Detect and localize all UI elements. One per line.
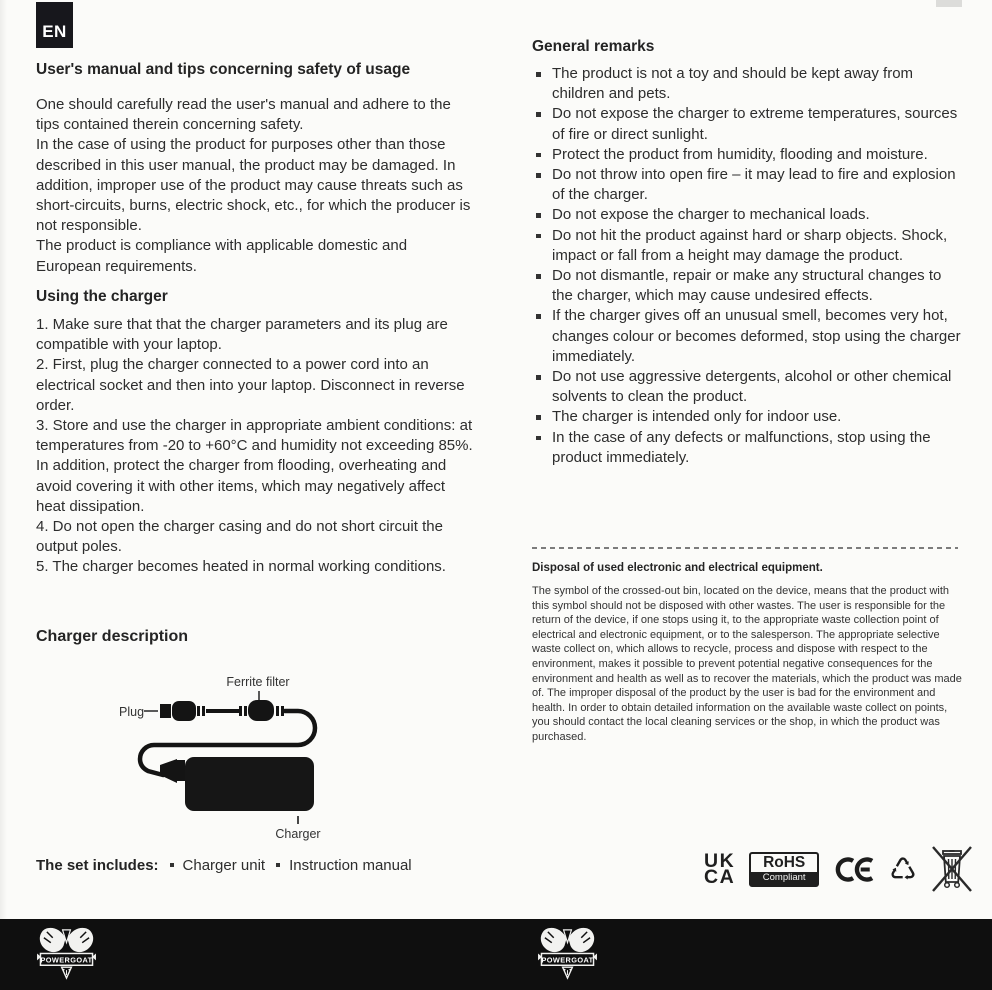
charger-brick (185, 757, 314, 811)
brand-logo-center (538, 924, 597, 980)
plug-label: Plug (119, 705, 145, 719)
brand-logo-left (37, 924, 96, 980)
scan-smudge (936, 0, 962, 7)
set-includes-items (159, 857, 412, 874)
remark-item: Do not use aggressive detergents, alcohol or other chemical solvents to clean the product. (532, 367, 964, 407)
remark-item: The charger is intended only for indoor use. (532, 407, 964, 427)
usage-step: 2. First, plug the charger connected to a power cord into an electrical socket and then into your laptop. Disconnect in reverse order. (36, 356, 465, 414)
dc-plug-shape (160, 759, 185, 783)
remark-item: Do not hit the product against hard or sharp objects. Shock, impact or fall from a height may damage the product. (532, 226, 964, 266)
set-item: Charger unit (167, 857, 266, 874)
intro-paragraph: The product is compliance with applicable domestic and European requirements. (36, 237, 408, 275)
usage-step: 3. Store and use the charger in appropriate ambient conditions: at temperatures from -20 to +60°C and humidity not exceeding 85%. In addition, protect the charger from flooding, overheating and avoid covering it with other items, which may negatively affect heat dissipation. (36, 417, 473, 515)
intro-paragraphs (36, 95, 472, 277)
intro-paragraph: One should carefully read the user's manual and adhere to the tips contained therein concerning safety. (36, 96, 451, 134)
usage-step: 1. Make sure that that the charger parameters and its plug are compatible with your laptop. (36, 316, 448, 354)
ferrite-filter-shape (239, 700, 284, 721)
remark-item: Do not expose the charger to mechanical loads. (532, 205, 964, 225)
remark-item: Do not expose the charger to extreme temperatures, sources of fire or direct sunlight. (532, 104, 964, 144)
footer-bar (0, 919, 992, 990)
plug-connector-shape (160, 701, 205, 721)
general-remarks-list (532, 64, 964, 468)
set-includes-label: The set includes: (36, 857, 159, 874)
brand-name: POWERGOAT (541, 955, 594, 965)
ukca-line2: CA (704, 866, 736, 888)
remark-item: In the case of any defects or malfunctions, stop using the product immediately. (532, 428, 964, 468)
using-charger-steps (36, 315, 476, 578)
disposal-heading: Disposal of used electronic and electrical equipment. (532, 562, 823, 574)
scan-edge-shadow (0, 0, 7, 920)
usage-step: 5. The charger becomes heated in normal working conditions. (36, 558, 446, 576)
page-title: User's manual and tips concerning safety of usage (36, 61, 411, 78)
charger-diagram (36, 666, 466, 842)
language-badge (36, 2, 73, 48)
remark-item: The product is not a toy and should be kept away from children and pets. (532, 64, 964, 104)
ce-mark-icon (833, 856, 875, 883)
set-item: Instruction manual (273, 857, 412, 874)
charger-description-heading: Charger description (36, 628, 189, 645)
ukca-mark (704, 849, 736, 888)
brand-name: POWERGOAT (40, 955, 93, 965)
usage-step: 4. Do not open the charger casing and do not short circuit the output poles. (36, 518, 443, 556)
remark-item: If the charger gives off an unusual smell, becomes very hot, changes colour or becomes deformed, stop using the charger immediately. (532, 306, 964, 367)
remark-item: Do not dismantle, repair or make any structural changes to the charger, which may cause undesired effects. (532, 266, 964, 306)
set-includes-line (36, 857, 476, 874)
recycle-icon: ♺ (889, 851, 917, 887)
rohs-title: RoHS (763, 853, 806, 871)
ferrite-filter-label: Ferrite filter (226, 675, 290, 689)
rohs-subtitle: Compliant (751, 872, 817, 885)
remark-item: Do not throw into open fire – it may lead to fire and explosion of the charger. (532, 165, 964, 205)
goat-horn-left (40, 928, 66, 952)
charger-label: Charger (275, 827, 321, 841)
using-charger-heading: Using the charger (36, 288, 168, 305)
certification-marks (704, 842, 973, 896)
goat-horn-right (67, 928, 93, 952)
intro-paragraph: In the case of using the product for purposes other than those described in this user manual, the product may be damaged. In addition, improper use of the product may cause threats such as short-circuits, burns, electric shock, etc., for which the producer is not responsible. (36, 136, 471, 235)
language-badge-label: EN (42, 22, 67, 41)
dashed-divider (532, 547, 958, 549)
disposal-body: The symbol of the crossed-out bin, located on the device, means that the product with this symbol should not be disposed with other wastes. The user is responsible for the return of the device, if one stops using it, to the appropriate waste collection point of electrical and electronic equipment, or to the salesperson. The appropriate selective waste collect on, which allows to recycle, process and dispose with respect to the environment, makes it possible to prevent potential negative consequences for the environment and health as well as to recover the materials, which the product was made of. The improper disposal of the product by the user is bad for the environment and health. In order to obtain detailed information on the available waste collect on points, you should contact the local cleaning services or the shop, in which the product was purchased. (532, 585, 962, 743)
crossed-out-bin-icon (931, 844, 973, 894)
general-remarks-heading: General remarks (532, 38, 655, 55)
rohs-mark (749, 852, 819, 887)
remark-item: Protect the product from humidity, flooding and moisture. (532, 145, 964, 165)
ukca-line1: UK (704, 849, 736, 872)
